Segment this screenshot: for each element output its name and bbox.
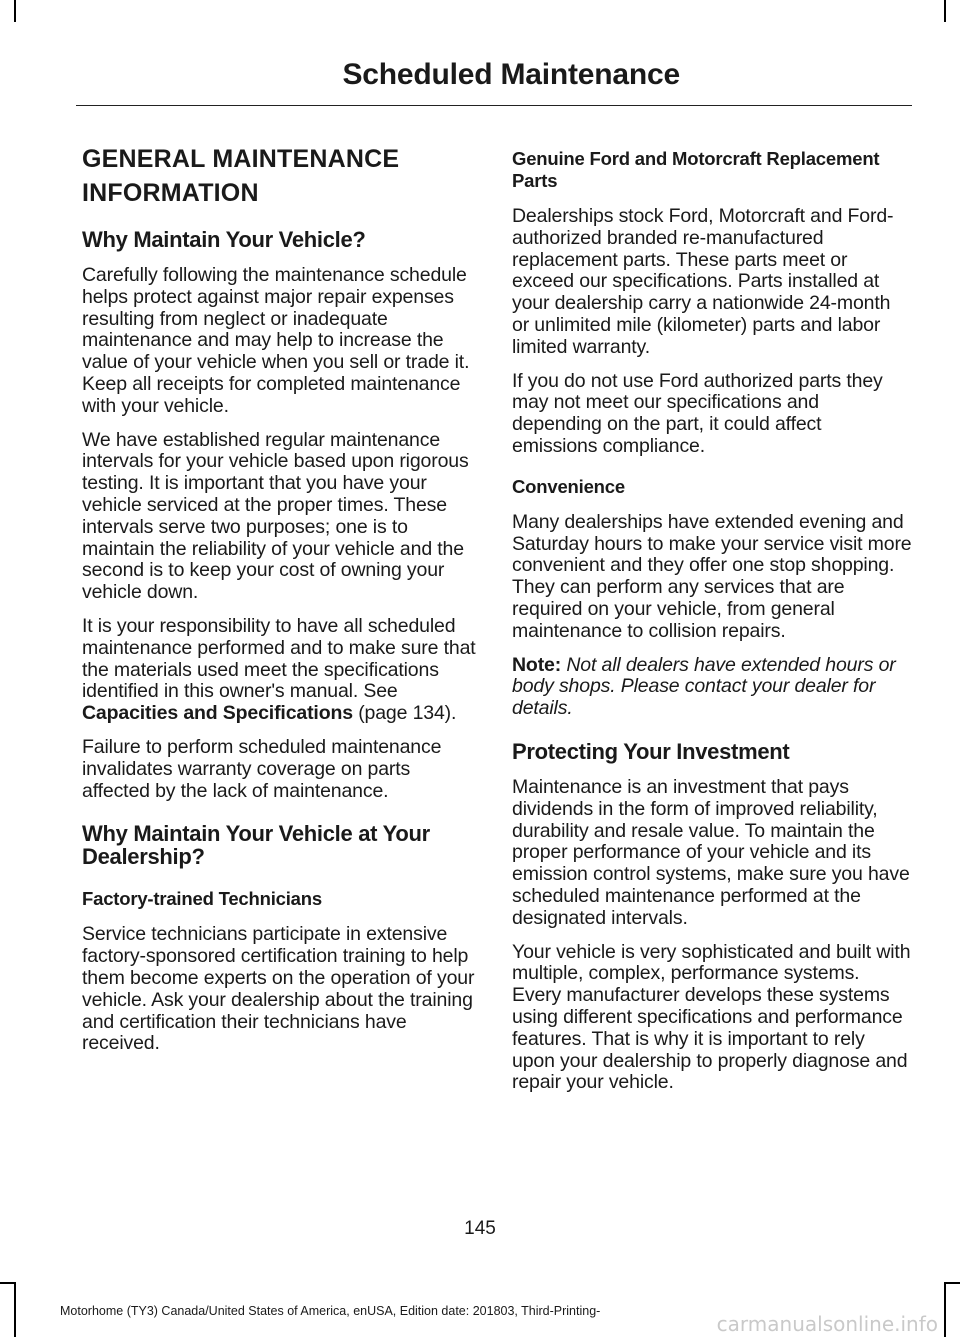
paragraph-sophisticated: Your vehicle is very sophisticated and built with multiple, complex, performance systems. Every manufacturer develops these systems using different specifications and performance features. That is why it is important to rely upon your dealership to properly diagnose and repair your vehicle.	[512, 940, 911, 1094]
protecting-investment-heading: Protecting Your Investment	[512, 738, 790, 764]
page-header-title: Scheduled Maintenance	[342, 58, 680, 91]
convenience-heading: Convenience	[512, 475, 625, 497]
paragraph-parts-stock: Dealerships stock Ford, Motorcraft and Ford-authorized branded re-manufactured replacement parts. These parts meet or exceed our specifications. Parts installed at your dealership carry a nationwide 24-month or unlimited mile (kilometer) parts and labor limited warranty.	[512, 205, 894, 358]
paragraph-investment: Maintenance is an investment that pays dividends in the form of improved reliability, durability and resale value. To maintain the proper performance of your vehicle and its emission control systems, make sure you have scheduled maintenance performed at the designated intervals.	[512, 775, 910, 929]
paragraph-intervals: We have established regular maintenance intervals for your vehicle based upon rigorous testing. It is important that you have your vehicle serviced at the proper times. These intervals serve two purposes; one is to maintain the reliability of your vehicle and the second is to keep your cost of owning your vehicle down.	[82, 428, 469, 604]
crop-mark-top-left	[14, 0, 16, 22]
crop-mark-bottom-left-v	[14, 1282, 16, 1337]
crop-mark-bottom-left	[0, 1282, 14, 1284]
paragraph-authorized-parts: If you do not use Ford authorized parts they may not meet our specifications and depending on the part, it could affect emissions compliance.	[512, 369, 883, 457]
genuine-parts-heading: Genuine Ford and Motorcraft Replacement Parts	[512, 148, 880, 191]
crop-mark-top-right	[944, 0, 946, 22]
crop-mark-bottom-right	[946, 1282, 960, 1284]
section-title-line1: GENERAL MAINTENANCE	[82, 145, 400, 173]
page-reference: (page 134).	[352, 702, 457, 725]
page-number: 145	[464, 1218, 496, 1239]
why-maintain-heading: Why Maintain Your Vehicle?	[82, 227, 366, 252]
footer-edition: Motorhome (TY3) Canada/United States of America, enUSA, Edition date: 201803, Third-Printing-	[60, 1304, 601, 1318]
paragraph-convenience: Many dealerships have extended evening and Saturday hours to make your service visit more convenient and they offer one stop shopping. They can perform any services that are required on your vehicle, from general maintenance to collision repairs.	[512, 510, 912, 642]
section-title-line2: INFORMATION	[82, 179, 259, 207]
paragraph-maintenance-schedule: Carefully following the maintenance schedule helps protect against major repair expenses resulting from neglect or inadequate maintenance and may help to increase the value of your vehicle when you sell or trade it. Keep all receipts for completed maintenance with your vehicle.	[82, 264, 470, 417]
right-column	[512, 148, 912, 1106]
crop-mark-bottom-right-v	[944, 1282, 946, 1337]
dealership-heading: Why Maintain Your Vehicle at Your Dealership?	[82, 821, 430, 870]
note	[512, 655, 912, 720]
left-column	[82, 142, 482, 1067]
capacities-link[interactable]: Capacities and Specifications	[82, 702, 353, 725]
paragraph-warranty: Failure to perform scheduled maintenance invalidates warranty coverage on parts affected by the lack of maintenance.	[82, 735, 442, 802]
paragraph-responsibility	[82, 616, 482, 725]
factory-trained-heading: Factory-trained Technicians	[82, 888, 322, 910]
section-title	[82, 142, 482, 210]
watermark: carmanualsonline.info	[716, 1312, 938, 1336]
responsibility-text: It is your responsibility to have all scheduled maintenance performed and to make sure that the materials used meet the specifications identified in this owner's manual. See	[82, 614, 476, 703]
paragraph-technicians: Service technicians participate in extensive factory-sponsored certification training to help them become experts on the operation of your vehicle. Ask your dealership about the training and certification their technicians have received.	[82, 923, 475, 1055]
header-divider	[76, 105, 912, 106]
note-label: Note:	[512, 653, 562, 676]
note-text: Not all dealers have extended hours or body shops. Please contact your dealer for details.	[512, 653, 896, 720]
